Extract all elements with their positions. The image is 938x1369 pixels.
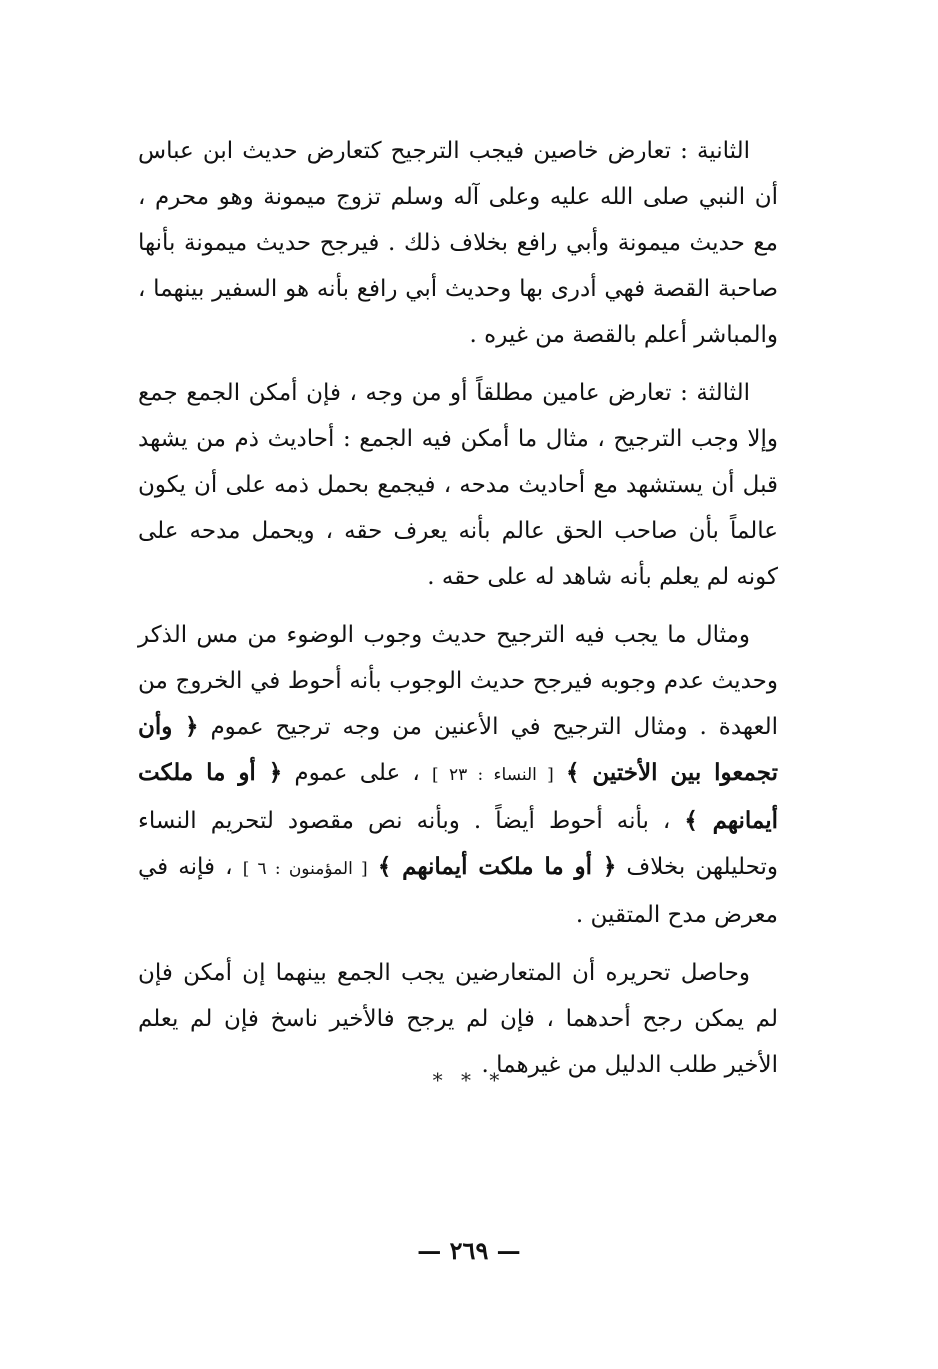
paragraph-example-tarjih (138, 612, 778, 938)
quran-quote: ﴿ أو ما ملكت أيمانهم ﴾ (377, 853, 617, 880)
main-text (138, 128, 778, 1100)
quran-reference: [ النساء : ٢٣ ] (432, 765, 554, 785)
paragraph-second-case: الثانية : تعارض خاصين فيجب الترجيح كتعارض حديث ابن عباس أن النبي صلى الله عليه وعلى آله وسلم تزوج ميمونة وهو محرم ، مع حديث ميمونة وأبي رافع بخلاف ذلك . فيرجح حديث ميمونة بأنها صاحبة القصة فهي أدرى بها وحديث أبي رافع بأنه هو السفير بينهما ، والمباشر أعلم بالقصة من غيره . (138, 138, 778, 348)
paragraph-segment: ومثال ما يجب فيه الترجيح حديث وجوب الوضوء من مس الذكر وحديث عدم وجوبه فيرجح حديث الوجوب بأنه أحوط في الخروج من العهدة . ومثال الترجيح في الأعنين من وجه ترجيح عموم (138, 622, 778, 740)
paragraph-third-case: الثالثة : تعارض عامين مطلقاً أو من وجه ، فإن أمكن الجمع جمع وإلا وجب الترجيح ، مثال ما أمكن فيه الجمع : أحاديث ذم من يشهد قبل أن يستشهد مع أحاديث مدحه ، فيجمع بحمل ذمه على أن يكون عالماً بأن صاحب الحق عالم بأنه يعرف حقه ، ويحمل مدحه على كونه لم يعلم بأنه شاهد له على حقه . (138, 380, 778, 590)
paragraph-summary: وحاصل تحريره أن المتعارضين يجب الجمع بينهما إن أمكن فإن لم يمكن رجح أحدهما ، فإن لم يرجح فالأخير ناسخ فإن لم يعلم الأخير طلب الدليل من غيرهما . (138, 960, 778, 1078)
paragraph-segment: ، على عموم (294, 760, 420, 786)
page-number: — ٢٦٩ — (417, 1236, 521, 1265)
quran-quote: ﴿ أو ما ملكت أيمانهم ﴾ (138, 759, 779, 834)
paragraph-segment: ، فإنه في معرض مدح المتقين . (138, 854, 778, 928)
section-separator: * * * (432, 1068, 506, 1092)
paragraph-segment: ، بأنه أحوط أيضاً . وبأنه نص مقصود لتحريم النساء وتحليلهن بخلاف (138, 808, 778, 880)
quran-reference: [ المؤمنون : ٦ ] (242, 859, 368, 879)
quran-quote: ﴿ وأن تجمعوا بين الأختين ﴾ (138, 713, 779, 786)
